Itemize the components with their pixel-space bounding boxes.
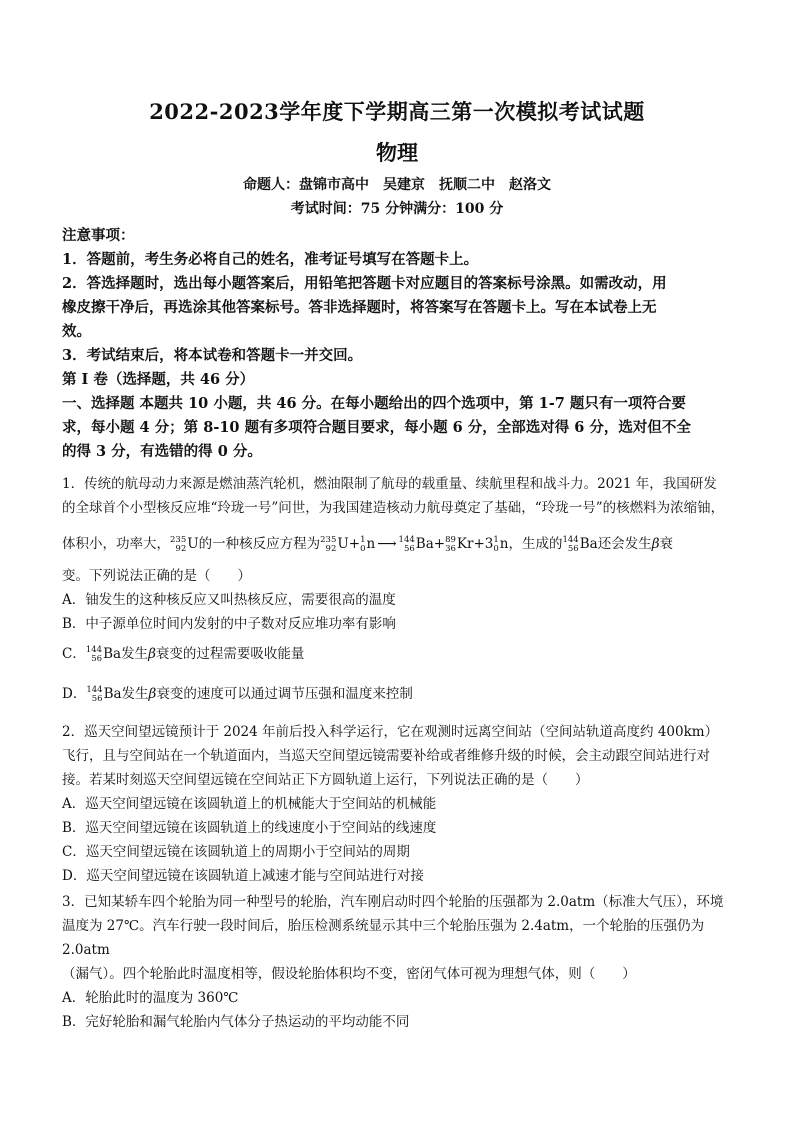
q2-option-c[interactable]: C．巡天空间望远镜在该圆轨道上的周期小于空间站的周期 bbox=[62, 844, 410, 860]
q3-option-b[interactable]: B．完好轮胎和漏气轮胎内气体分子热运动的平均动能不同 bbox=[62, 1014, 410, 1030]
q2-option-b[interactable]: B．巡天空间望远镜在该圆轨道上的线速度小于空间站的线速度 bbox=[62, 820, 437, 836]
q1-line: 的全球首个小型核反应堆“玲珑一号”问世，为我国建造核动力航母奠定了基础，“玲珑一号”的核燃料为浓缩铀， bbox=[62, 500, 725, 516]
q1-line: 1．传统的航母动力来源是燃油蒸汽轮机，燃油限制了航母的载重量、续航里程和战斗力。2021 年，我国研发 bbox=[62, 476, 717, 492]
authors-label: 命题人：盘锦市高中 bbox=[243, 177, 369, 193]
q2-option-d[interactable]: D．巡天空间望远镜在该圆轨道上减速才能与空间站进行对接 bbox=[62, 868, 424, 884]
question-3 bbox=[62, 890, 738, 1034]
notice-item: 橡皮擦干净后，再选涂其他答案标号。答非选择题时，将答案写在答题卡上。写在本试卷上无 bbox=[62, 299, 657, 316]
q2-line: 飞行，且与空间站在一个轨道面内，当巡天空间望远镜需要补给或者维修升级的时候，会主动跟空间站进行对 bbox=[62, 748, 710, 764]
q3-line: （漏气）。四个轮胎此时温度相等，假设轮胎体积均不变，密闭气体可视为理想气体，则（ ） bbox=[62, 966, 636, 982]
notice-item: 3．考试结束后，将本试卷和答题卡一并交回。 bbox=[62, 347, 363, 364]
section-line: 的得 3 分，有选错的得 0 分。 bbox=[62, 443, 262, 460]
reactant-u: 235 92 U bbox=[320, 534, 349, 554]
q1-option-b[interactable]: B．中子源单位时间内发射的中子数对反应堆功率有影响 bbox=[62, 616, 396, 632]
q2-line: 接。若某时刻巡天空间望远镜在空间站正下方圆轨道上运行，下列说法正确的是（ ） bbox=[62, 772, 589, 788]
section-line: 求，每小题 4 分；第 8-10 题有多项符合题目要求，每小题 6 分，全部选对得 6 分，选对但不全 bbox=[62, 419, 691, 436]
q3-line: 3．已知某轿车四个轮胎为同一种型号的轮胎，汽车刚启动时四个轮胎的压强都为 2.0atm（标准大气压），环境 bbox=[62, 894, 724, 910]
exam-title: 2022-2023学年度下学期高三第一次模拟考试试题 bbox=[149, 99, 645, 124]
exam-time: 考试时间：75 分钟满分：100 分 bbox=[290, 201, 504, 217]
author-1: 吴建京 bbox=[383, 177, 425, 193]
author-3: 赵洛文 bbox=[509, 177, 551, 193]
q3-option-a[interactable]: A．轮胎此时的温度为 360℃ bbox=[62, 990, 239, 1006]
u235-nuclide: 235 92 U bbox=[170, 534, 199, 554]
subject-title: 物理 bbox=[376, 140, 418, 165]
notice-heading: 注意事项： bbox=[62, 227, 135, 244]
q1-equation-line: 体积小，功率大， 235 92 U的一种核反应方程为 235 92 U+ 1 0 n ⟶ 144 56 Ba+ 89 36 Kr+3 1 0 n，生成的 144 56 Ba还会发生β衰 bbox=[62, 524, 738, 564]
reactant-n: 1 0 n bbox=[360, 534, 376, 554]
authors-line bbox=[0, 174, 794, 194]
notice-item: 2．答选择题时，选出每小题答案后，用铅笔把答题卡对应题目的答案标号涂黑。如需改动，用 bbox=[62, 275, 667, 292]
q2-line: 2．巡天空间望远镜预计于 2024 年前后投入科学运行，它在观测时远离空间站（空间站轨道高度约 400km） bbox=[62, 724, 719, 740]
notice-item: 1．答题前，考生务必将自己的姓名，准考证号填写在答题卡上。 bbox=[62, 251, 479, 268]
author-2: 抚顺二中 bbox=[439, 177, 495, 193]
product-n: 1 0 n bbox=[493, 534, 509, 554]
ba-nuclide: 144 56 Ba bbox=[562, 534, 598, 554]
notice-item: 效。 bbox=[62, 323, 91, 340]
section-line: 一、选择题 本题共 10 小题，共 46 分。在每小题给出的四个选项中，第 1-7 题只有一项符合要 bbox=[62, 395, 686, 412]
product-ba: 144 56 Ba bbox=[398, 534, 434, 554]
q1-option-a[interactable]: A．铀发生的这种核反应又叫热核反应，需要很高的温度 bbox=[62, 592, 396, 608]
product-kr: 89 36 Kr bbox=[445, 534, 474, 554]
q2-option-a[interactable]: A．巡天空间望远镜在该圆轨道上的机械能大于空间站的机械能 bbox=[62, 796, 437, 812]
q1-option-d[interactable]: D． 144 56 Ba发生β衰变的速度可以通过调节压强和温度来控制 bbox=[62, 684, 413, 704]
q1-option-c[interactable]: C． 144 56 Ba发生β衰变的过程需要吸收能量 bbox=[62, 644, 305, 664]
q3-line: 温度为 27℃。汽车行驶一段时间后，胎压检测系统显示其中三个轮胎压强为 2.4atm，一个轮胎的压强仍为 2.0atm bbox=[62, 918, 705, 958]
reaction-arrow: ⟶ bbox=[377, 536, 397, 552]
section-part: 第 I 卷（选择题，共 46 分） bbox=[62, 371, 255, 388]
question-2 bbox=[62, 720, 738, 888]
question-1 bbox=[62, 472, 738, 712]
notice-block bbox=[62, 224, 738, 464]
q1-line: 变。下列说法正确的是（ ） bbox=[62, 568, 251, 584]
